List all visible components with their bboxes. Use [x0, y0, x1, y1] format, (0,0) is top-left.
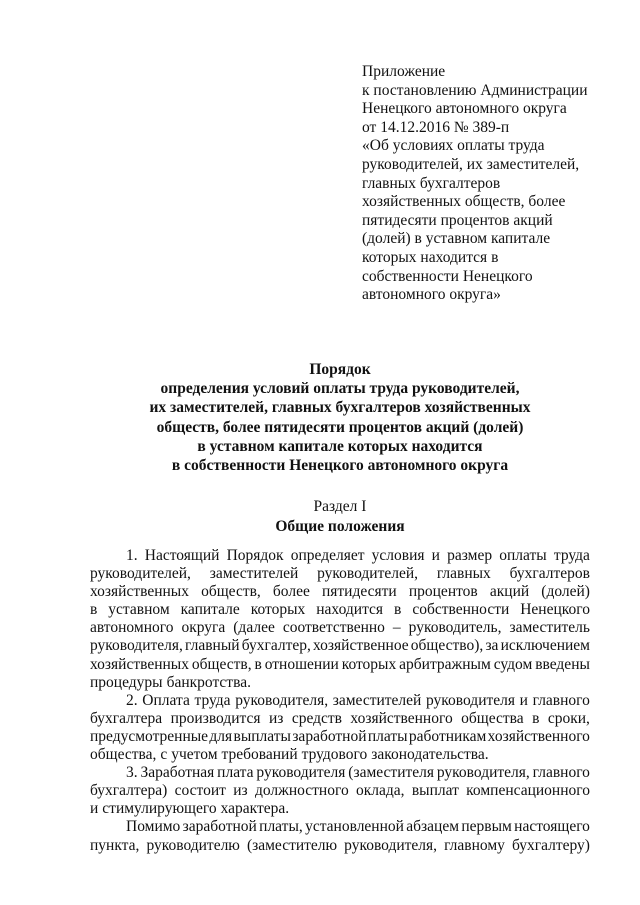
body-word: труда — [194, 691, 231, 709]
title-line: в уставном капитале которых находится — [197, 437, 483, 455]
body-word: за — [485, 637, 499, 655]
body-line — [90, 619, 590, 637]
body-word: 2. — [126, 691, 138, 709]
body-word: для — [209, 727, 233, 745]
body-line — [90, 837, 590, 855]
body-word: (заместителя — [348, 764, 435, 782]
section-heading — [90, 497, 590, 537]
body-word: характера. — [220, 800, 290, 818]
body-line — [90, 601, 590, 619]
body-line — [90, 800, 590, 818]
body-word: общество), — [410, 637, 484, 655]
body-word: заработной — [292, 727, 367, 745]
body-word: предусмотренные — [90, 727, 209, 745]
body-word: настоящего — [514, 818, 590, 836]
body-word: судом — [493, 655, 533, 673]
title-line: Порядок — [309, 361, 371, 378]
body-word: хозяйственных — [90, 583, 189, 601]
body-word: округа — [181, 619, 226, 637]
body-word: (далее — [233, 619, 275, 637]
body-word: платы, — [259, 818, 303, 836]
appendix-line: хозяйственных обществ, более — [362, 193, 566, 211]
body-word: находится — [316, 601, 384, 619]
body-word: 3. — [126, 764, 138, 782]
body-line — [90, 656, 590, 674]
body-word: заместителей — [209, 565, 299, 583]
body-word: Настоящий — [144, 547, 220, 564]
body-word: главному — [444, 836, 505, 854]
body-word: заместитель — [509, 619, 590, 637]
title-line: в собственности Ненецкого автономного округа — [171, 457, 509, 475]
body-word: Помимо — [126, 818, 181, 836]
body-word: выплат — [411, 782, 459, 800]
title-line: определения условий оплаты труда руководителей, — [160, 380, 520, 398]
body-word: руководителя, — [344, 836, 438, 854]
body-word: руководителя, — [436, 764, 530, 782]
body-line — [90, 728, 590, 746]
body-word: которых — [250, 601, 306, 619]
body-word: средств — [291, 709, 342, 727]
body-word: более — [272, 583, 310, 601]
body-word: автономного — [90, 619, 174, 637]
body-word: определяет — [290, 547, 365, 564]
body-word: стимулирующего — [102, 800, 217, 818]
body-word: уставном — [108, 601, 170, 619]
body-word: и — [431, 547, 440, 564]
body-word: абзацем — [406, 818, 460, 836]
body-word: капитале — [180, 601, 240, 619]
document-title — [90, 360, 590, 475]
appendix-line: пятидесяти процентов акций — [362, 211, 553, 229]
body-word: платы — [367, 727, 408, 745]
body-word: главных — [436, 565, 491, 583]
body-word: Порядок — [226, 547, 284, 564]
appendix-line: руководителей, их заместителей, — [362, 155, 580, 173]
appendix-line: к постановлению Администрации — [362, 81, 588, 99]
body-word: бухгалтера) — [90, 782, 168, 800]
body-word: Оплата — [142, 691, 190, 709]
body-word: (заместителю — [246, 836, 338, 854]
appendix-line: которых находится в — [362, 248, 499, 266]
appendix-line: Ненецкого автономного округа — [362, 100, 567, 118]
body-word: с — [160, 746, 168, 764]
body-line — [90, 764, 590, 782]
body-word: учетом — [171, 746, 218, 764]
body-line — [90, 782, 590, 800]
body-word: (долей) — [541, 583, 590, 601]
body-line — [90, 692, 590, 710]
body-word: собственности — [412, 601, 510, 619]
appendix-line: (долей) в уставном капитале — [362, 230, 551, 248]
body-word: хозяйственного — [487, 727, 590, 745]
body-line — [90, 565, 590, 583]
body-word: из — [268, 709, 284, 727]
body-word: руководителя, — [235, 691, 329, 709]
body-line — [90, 710, 590, 728]
body-word: компенсационного — [466, 782, 590, 800]
body-word: плата — [217, 764, 254, 782]
body-word: в — [90, 601, 98, 619]
appendix-header — [362, 63, 602, 305]
body-word: пятидесяти — [321, 583, 397, 601]
body-word: трудового — [301, 746, 368, 764]
body-word: установленной — [305, 818, 404, 836]
body-line — [90, 674, 590, 692]
body-word: производится — [170, 709, 261, 727]
body-word: введены — [535, 655, 590, 673]
body-word: в — [394, 601, 402, 619]
appendix-line: «Об условиях оплаты труда — [362, 137, 545, 155]
body-word: Заработная — [140, 764, 215, 782]
body-word: сроки, — [547, 709, 590, 727]
body-word: соответственно — [282, 619, 385, 637]
body-word: в — [254, 655, 262, 673]
body-word: руководителю — [146, 836, 240, 854]
body-word: которых — [341, 655, 397, 673]
appendix-line: собственности Ненецкого — [362, 267, 533, 285]
body-word: главный — [185, 637, 240, 655]
body-word: обществ, — [201, 583, 261, 601]
body-line — [90, 746, 590, 764]
title-line: обществ, более пятидесяти процентов акций (долей) — [156, 418, 524, 436]
body-word: размер — [447, 547, 493, 564]
body-word: 1. — [126, 547, 138, 564]
body-word: обществ, — [191, 655, 252, 673]
body-word: – — [392, 619, 401, 637]
body-word: хозяйственного — [350, 709, 453, 727]
body-word: работникам — [408, 727, 487, 745]
body-word: Ненецкого — [520, 601, 590, 619]
body-word: бухгалтер, — [241, 637, 311, 655]
body-word: выплаты — [233, 727, 291, 745]
body-word: условия — [371, 547, 425, 564]
body-word: пункта, — [90, 836, 140, 854]
body-word: руководитель, — [408, 619, 502, 637]
body-word: заработной — [182, 818, 257, 836]
body-word: процедуры — [90, 673, 163, 691]
body-word: руководителей, — [90, 565, 191, 583]
section-title: Общие положения — [275, 518, 405, 535]
body-word: законодательства. — [371, 746, 489, 764]
body-word: исключением — [500, 637, 590, 655]
body-line — [90, 818, 590, 836]
body-line — [90, 637, 590, 655]
body-word: оклада, — [356, 782, 405, 800]
appendix-line: от 14.12.2016 № 389-п — [362, 118, 510, 136]
body-word: должностного — [254, 782, 349, 800]
body-word: руководителя, — [90, 637, 183, 655]
body-line — [90, 547, 590, 565]
body-word: главного — [532, 691, 590, 709]
body-word: первым — [461, 818, 512, 836]
body-word: требований — [221, 746, 298, 764]
body-word: руководителей, — [317, 565, 419, 583]
body-word: бухгалтеру) — [511, 836, 590, 854]
body-text — [90, 547, 590, 855]
body-word: бухгалтера — [90, 709, 163, 727]
body-word: заместителей — [332, 691, 422, 709]
body-word: хозяйственных — [90, 655, 189, 673]
body-line — [90, 583, 590, 601]
body-word: акций — [489, 583, 530, 601]
body-word: и — [90, 800, 99, 818]
appendix-line: автономного округа» — [362, 286, 501, 304]
body-word: состоит — [174, 782, 226, 800]
body-word: банкротства. — [166, 673, 251, 691]
body-word: арбитражным — [399, 655, 491, 673]
body-word: хозяйственное — [313, 637, 409, 655]
body-word: оплаты — [499, 547, 547, 564]
body-word: труда — [553, 547, 590, 564]
body-word: руководителя — [426, 691, 516, 709]
body-word: общества — [461, 709, 524, 727]
body-word: и — [519, 691, 528, 709]
appendix-line: Приложение — [362, 63, 446, 80]
body-word: общества, — [90, 746, 157, 764]
body-word: отношении — [264, 655, 339, 673]
body-word: в — [532, 709, 540, 727]
body-word: из — [233, 782, 248, 800]
section-number: Раздел I — [313, 498, 367, 515]
body-word: руководителя — [256, 764, 346, 782]
appendix-line: главных бухгалтеров — [362, 174, 501, 192]
body-word: бухгалтеров — [509, 565, 590, 583]
title-line: их заместителей, главных бухгалтеров хозяйственных — [149, 399, 531, 417]
body-word: процентов — [408, 583, 478, 601]
body-word: главного — [532, 764, 590, 782]
